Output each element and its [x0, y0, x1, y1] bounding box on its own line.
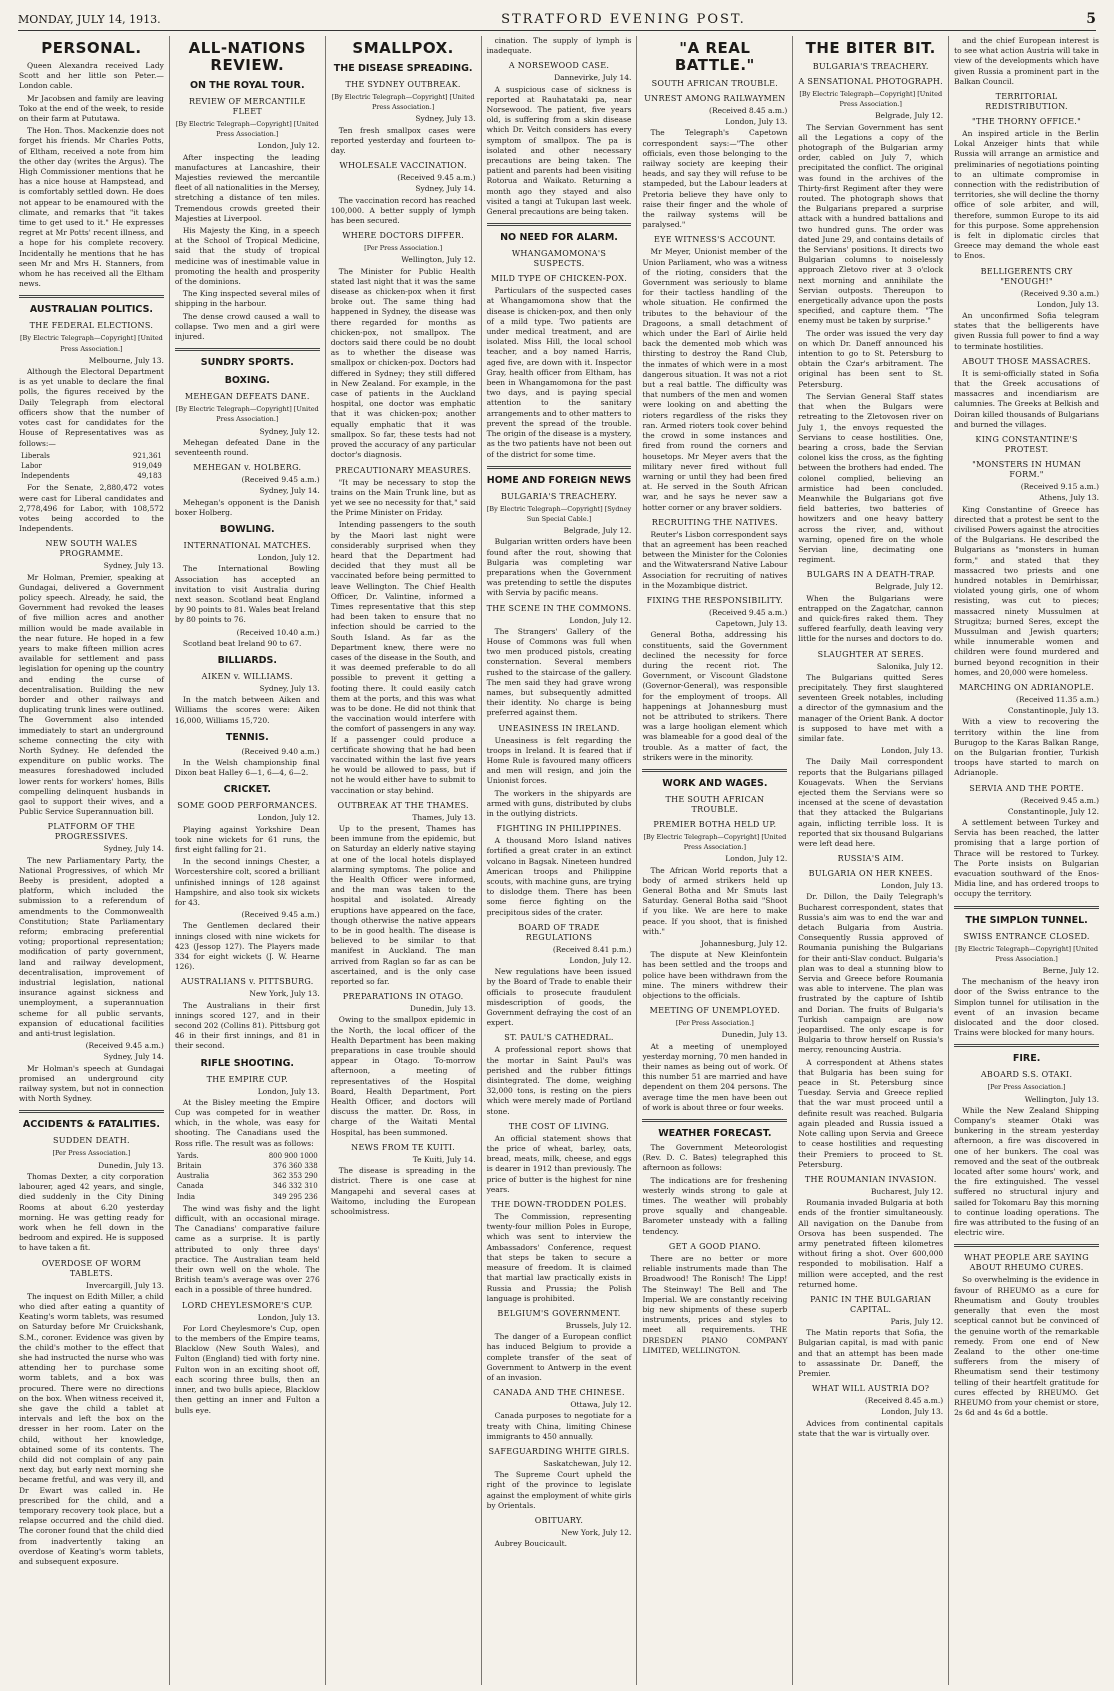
dateline: Te Kuiti, July 14. — [412, 1154, 476, 1164]
credit-line: [By Electric Telegraph—Copyright] [United Press Association.] — [799, 90, 943, 109]
paragraph: New regulations have been issued by the Board of Trade to enable their officials to prosecute fraudulent misdescription of goods, the Government defraying the cost of an expert. — [486, 967, 632, 1028]
paragraph: Up to the present, Thames has been immune from the epidemic, but on Saturday an elderly native staying at one of the local hotels displayed alarming symptoms. The police and the Health Officer were informed, and the man was taken to the hospital and isolated. Already eruptions have appeared on the face, though otherwise the native appears to be in good health. The disease is believed to be similar to that manifest in Auckland. The man arrived from Raglan so far as can be ascertained, and is the only case reported so far. — [330, 824, 476, 987]
dateline: London, July 13. — [725, 117, 788, 127]
table-cell: Independents — [21, 472, 70, 481]
article-subheading: A SENSATIONAL PHOTOGRAPH. — [798, 77, 943, 86]
dateline: Melbourne, July 13. — [88, 355, 164, 365]
paragraph: In the match between Aiken and Williams the scores were: Aiken 16,000, Williams 15,720. — [174, 695, 320, 725]
paragraph: There are no better or more reliable instruments made than The Broadwood! The Ronisch! The Lipp! The Steinway! The Bell and The Imperial. We are constantly receiving big new shipments of these superb instruments, prices and styles to meet all requirements. THE DRESDEN PIANO COMPANY LIMITED, WELLINGTON. — [642, 1253, 788, 1355]
article-subheading: ST. PAUL'S CATHEDRAL. — [504, 1033, 614, 1043]
dateline: London, July 12. — [569, 615, 632, 625]
dateline: London, July 12. — [569, 956, 632, 966]
article-subheading: PANIC IN THE BULGARIAN CAPITAL. — [810, 1294, 932, 1314]
article-subheading: OVERDOSE OF WORM TABLETS. — [41, 1258, 142, 1278]
section-heading: SMALLPOX. — [352, 39, 454, 57]
article-subheading: FIGHTING IN PHILIPPINES. — [496, 824, 622, 834]
paragraph: "It may be necessary to stop the trains on the Main Trunk line, but as yet we see no necessity for that," said the Prime Minister on Friday. — [330, 477, 476, 518]
column-1 — [14, 36, 170, 1685]
paragraph: An unconfirmed Sofia telegram states that the belligerents have given Russia full power to find a way to terminate hostilities. — [954, 311, 1100, 351]
paragraph: Although the Electoral Department is as yet unable to declare the final polls, the figures received by the Daily Telegraph from electoral officers show that the number of votes cast for candidates for the House of Representatives was as follows:— — [19, 367, 164, 448]
table-cell: 376 360 338 — [273, 1162, 318, 1171]
article-subheading: THE EMPIRE CUP. — [206, 1074, 288, 1084]
page-number: 5 — [1086, 11, 1096, 27]
paragraph: In the Welsh championship final Dixon beat Halley 6—1, 6—4, 6—2. — [174, 757, 320, 778]
article-subheading: "THE THORNY OFFICE." — [972, 117, 1082, 127]
table-row — [175, 1171, 320, 1181]
paragraph: King Constantine of Greece has directed that a protest be sent to the civilised Powers against the atrocities of the Bulgarians. He described the Bulgarians as "monsters in human form," and stated that they massacred two priests and one hundred notables in Demirhissar, violated young girls, one of whom resisting, was cut to pieces; massacred ninety Mussulmen at Strugitza; burned Seres, except the Mussulman and Jewish quarters; while innumerable women and children were found murdered and burned beyond recognition in their homes, and 20,000 were homeless. — [954, 504, 1100, 677]
article-heading: SUNDRY SPORTS. — [200, 357, 294, 369]
article-subheading: PLATFORM OF THE PROGRESSIVES. — [47, 822, 136, 842]
dateline: (Received 8.45 a.m.) — [709, 106, 788, 115]
paragraph: Bulgarian written orders have been found after the rout, showing that Bulgaria was completing war preparations when the Government was pretending to settle the disputes with Servia by pacific means. — [486, 537, 632, 598]
paragraph: The Hon. Thos. Mackenzie does not forget his friends. Mr Charles Potts, of Eltham, received a note from him the other day (writes the Argus). The High Commissioner mentions that he has a nice house at Hampstead, and is comfortably settled down. He does not appear to be enamoured with the climate, and remarks that "it takes time to get used to it." He expresses regret at Mr Potts' recent illness, and a hope for his complete recovery. Incidentally he mentions that he has seen Mr and Mrs H. Stanners, from whom he has received all the Eltham news. — [19, 126, 164, 289]
article-subheading: RUSSIA'S AIM. — [837, 854, 904, 864]
dateline: London, July 13. — [881, 746, 944, 756]
paragraph: Playing against Yorkshire Dean took nine wickets for 61 runs, the first eight falling for 21. — [174, 824, 320, 854]
paragraph: Queen Alexandra received Lady Scott and her little son Peter.—London cable. — [19, 61, 164, 91]
paragraph: A thousand Moro Island natives fortified a great crater in an extinct volcano in Bagsak. Nineteen hundred American troops and Philippine scouts, with machine guns, are trying to dislodge them. There has been some fierce fighting on the precipitous sides of the crater. — [486, 836, 632, 917]
dateline: London, July 12. — [725, 854, 788, 864]
paragraph: The vaccination record has reached 100,000. A better supply of lymph has been secured. — [330, 195, 476, 226]
paragraph: Mr Holman's speech at Gundagai promised an underground city railway system, but not in connection with North Sydney. — [19, 1063, 164, 1104]
paragraph: A settlement between Turkey and Servia has been reached, the latter promising that a large portion of Thrace will be restored to Turkey. The Porte insists on Bulgarian evacuation southward of the Enos-Midia line, and has ordered troops to occupy the territory. — [954, 817, 1100, 899]
article-subheading: BULGARS IN A DEATH-TRAP. — [806, 570, 935, 580]
dateline: Salonika, July 12. — [876, 661, 944, 671]
article-subheading: WHANGAMOMONA'S SUSPECTS. — [511, 249, 607, 269]
dateline: London, July 13. — [1036, 299, 1100, 309]
article-heading: BILLIARDS. — [217, 654, 277, 666]
article-subheading: AIKEN v. WILLIAMS. — [201, 671, 293, 681]
article-subheading: KING CONSTANTINE'S PROTEST. — [975, 435, 1078, 455]
article-subheading: TERRITORIAL REDISTRIBUTION. — [985, 92, 1068, 112]
article-subheading: EYE WITNESS'S ACCOUNT. — [654, 235, 776, 245]
paragraph: Reuter's Lisbon correspondent says that an agreement has been reached between the Minister for the Colonies and the Witwatersrand Native Labour Association for recruiting of natives in the Mozambique district. — [642, 529, 788, 590]
dateline: Sydney, July 14. — [415, 184, 476, 194]
results-table — [175, 1151, 320, 1202]
paragraph: For the Senate, 2,880,472 votes were cast for Liberal candidates and 2,778,496 for Labor, with 108,572 votes being accorded to the Independents. — [19, 483, 164, 534]
credit-line: [By Electric Telegraph—Copyright] [United Press Association.] — [955, 944, 1098, 963]
article-subheading: THE SOUTH AFRICAN TROUBLE. — [665, 794, 765, 814]
paragraph: A professional report shows that the mortar in Saint Paul's was perished and the rubber fittings disintegrated. The dome, weighing 32,000 tons, is resting on the piers which were merely made of Portland stone. — [486, 1045, 632, 1116]
paragraph: The King inspected several miles of shipping in the harbour. — [174, 289, 320, 309]
credit-line: [By Electric Telegraph—Copyright] [United Press Association.] — [643, 832, 787, 852]
paragraph: The Bulgarians quitted Seres precipitately. They first slaughtered seventeen Greek notables, including a director of the gymnasium and the manager of the Orient Bank. A doctor is supposed to have met with a similar fate. — [798, 672, 944, 743]
article-subheading: THE SCENE IN THE COMMONS. — [486, 603, 632, 613]
paragraph: The workers in the shipyards are armed with guns, distributed by clubs in the outlying districts. — [486, 788, 632, 818]
paragraph: At a meeting of unemployed yesterday morning, 70 men handed in their names as being out of work. Of this number 51 are married and have dependent on them 204 persons. The average time the men have been out of work is about three or four weeks. — [642, 1041, 788, 1112]
dateline: (Received 9.30 a.m.) — [1020, 288, 1100, 298]
article-subheading: PREMIER BOTHA HELD UP. — [653, 819, 777, 829]
article-subheading: WHERE DOCTORS DIFFER. — [342, 231, 465, 241]
paragraph: When the Bulgarians were entrapped on the Zagatchar, cannon and quick-fires raked them. They suffered fearfully, death leaving very little for the nurses and doctors to do. — [798, 593, 944, 644]
dateline: Sydney, July 13. — [259, 683, 320, 693]
dateline: Constantinople, July 13. — [1007, 706, 1100, 716]
paragraph: Mehegan's opponent is the Danish boxer Holberg. — [174, 497, 320, 517]
article-heading: BOXING. — [224, 375, 270, 387]
article-heading: ON THE ROYAL TOUR. — [189, 80, 305, 91]
article-subheading: MEETING OF UNEMPLOYED. — [649, 1006, 781, 1016]
dateline: (Received 8.41 p.m.) — [552, 944, 632, 954]
table-cell: 49,183 — [137, 472, 162, 481]
article-subheading: BULGARIA ON HER KNEES. — [808, 869, 933, 879]
article-subheading: WHAT PEOPLE ARE SAYING ABOUT RHEUMO CURES. — [964, 1253, 1089, 1273]
dateline: Dunedin, July 13. — [98, 1160, 164, 1170]
dateline: Wellington, July 13. — [1024, 1094, 1100, 1104]
paragraph: So overwhelming is the evidence in favour of RHEUMO as a cure for Rheumatism and Gouty troubles generally that even the most sceptical cannot but be convinced of the genuine worth of the remarkable remedy. From one end of New Zealand to the other one-time sufferers from the misery of Rheumatism send their testimony telling of their heartfelt gratitude for cures effected by RHEUMO. Get RHEUMO from your chemist or store, 2s 6d and 4s 6d a bottle. — [954, 1275, 1100, 1418]
divider — [175, 348, 320, 351]
dateline: Bucharest, July 12. — [870, 1186, 944, 1196]
dateline: Capetown, July 13. — [715, 619, 788, 629]
dateline: Sydney, July 13. — [103, 561, 164, 571]
table-cell: 346 332 310 — [273, 1182, 318, 1191]
dateline: Ottawa, July 12. — [570, 1400, 632, 1410]
results-table — [19, 451, 164, 482]
paragraph: The International Bowling Association has accepted an invitation to visit Australia during next season. Scotland beat England by 90 points to 81. Wales beat Ireland by 80 points to 76. — [174, 564, 320, 625]
table-cell: 921,361 — [132, 451, 162, 460]
article-subheading: SUDDEN DEATH. — [53, 1136, 130, 1146]
dateline: Invercargill, July 13. — [85, 1280, 164, 1290]
dateline: (Received 9.45 a.m.) — [1020, 795, 1100, 805]
credit-line: [By Electric Telegraph—Copyright] [United Press Association.] — [175, 405, 319, 424]
article-subheading: GET A GOOD PIANO. — [668, 1241, 761, 1251]
paragraph: A suspicious case of sickness is reported at Rauhatataki pa, near Norsewood. The patient, five years old, is suffering from a skin disease which Dr. Veitch considers has every symptom of smallpox. The pa is isolated and other necessary precautions are being taken. The patient and parents had been visiting Rotorua and Waikato. Returning a month ago they stayed and also visited a tangi at Tukupan last week. General precautions are being taken. — [486, 84, 632, 217]
table-cell: Australia — [176, 1172, 209, 1181]
table-row — [175, 1181, 320, 1191]
paragraph: While the New Zealand Shipping Company's steamer Otaki was bunkering in the stream yesterday afternoon, a fire was discovered in one of her bunkers. The coal was removed and the seat of the outbreak located after some hours' work, and the fire extinguished. The vessel suffered no structural injury and sailed for Tokomaru Bay this morning to continue loading operations. The fire was attributed to the fusing of an electric wire. — [954, 1105, 1100, 1238]
article-subheading: BOARD OF TRADE REGULATIONS — [518, 922, 600, 942]
table-cell: 919,049 — [132, 461, 162, 470]
column-5 — [637, 36, 793, 1685]
paragraph: Intending passengers to the south by the Maori last night were considerably surprised when they heard that the Department had decided that they must all be vaccinated before being permitted to leave Wellington. The Chief Health Officer, Dr. Valintine, informed a Times representative that this step had been taken to ensure that no infection should be carried to the South Island. As far as the Department knew, there were no cases of the disease in the South, and it was deemed preferable to do all possible to prevent it getting a footing there. It could easily catch them at the ports, and this was what was to be done. He did not think that the vaccination would interfere with the comfort of passengers in any way. If a passenger could produce a certificate showing that he had been vaccinated within the last five years he would be allowed to pass, but if not he would either have to submit to vaccination or stay behind. — [330, 520, 476, 795]
column-2 — [170, 36, 326, 1685]
article-subheading: MEHEGAN DEFEATS DANE. — [184, 392, 310, 402]
paragraph: The Gentlemen declared their innings closed with nine wickets for 423 (Jessop 127). The Players made 334 for eight wickets (J. W. Hearne 126). — [174, 921, 320, 972]
divider — [954, 1244, 1099, 1247]
table-cell: 800 900 1000 — [268, 1151, 318, 1160]
article-subheading: MARCHING ON ADRIANOPLE. — [959, 682, 1095, 692]
table-cell: India — [176, 1192, 196, 1201]
paragraph: His Majesty the King, in a speech at the School of Tropical Medicine, said that the study of tropical medicine was of inestimable value in promoting the health and prosperity of the dominions. — [174, 226, 320, 287]
paragraph: For Lord Cheylesmore's Cup, open to the members of the Empire teams, Blacklow (New South Wales), and Fulton (England) tied with forty nine. Fulton won in an exciting shoot off, each scoring three bulls, then an inner, and two bulls apiece, Blacklow then getting an inner and Fulton a bulls eye. — [174, 1323, 320, 1415]
article-subheading: SERVIA AND THE PORTE. — [969, 783, 1084, 793]
dateline: Wellington, July 12. — [401, 255, 476, 265]
dateline: (Received 9.45 a.m.) — [709, 607, 788, 617]
paragraph: The Daily Mail correspondent reports that the Bulgarians pillaged Kouagevats. When the Servians ejected them the Servians were so incensed at the scene of devastation that they attacked the Bulgarians again, inflicting terrible loss. It is reported that six thousand Bulgarians were left dead here. — [798, 757, 944, 849]
table-cell: Britain — [176, 1162, 202, 1171]
paragraph: The Government Meteorologist (Rev. D. C. Bates) telegraphed this afternoon as follows: — [642, 1143, 788, 1173]
credit-line: [Per Press Association.] — [364, 244, 443, 253]
dateline: Dunedin, July 13. — [721, 1030, 788, 1040]
article-subheading: SOME GOOD PERFORMANCES. — [177, 801, 318, 811]
table-row — [19, 471, 164, 481]
column-7 — [949, 36, 1104, 1685]
section-heading: ALL-NATIONS REVIEW. — [188, 39, 306, 74]
article-subheading: OBITUARY. — [534, 1515, 584, 1525]
dateline: (Received 8.45 a.m.) — [864, 1396, 944, 1406]
table-cell: 362 353 290 — [273, 1172, 318, 1181]
divider — [954, 1044, 1099, 1047]
dateline: Dannevirke, July 14. — [554, 73, 632, 83]
article-heading: CRICKET. — [223, 784, 271, 796]
dateline: London, July 12. — [257, 553, 320, 563]
column-6 — [793, 36, 949, 1685]
dateline: (Received 9.40 a.m.) — [241, 746, 320, 756]
paragraph: An official statement shows that the price of wheat, barley, oats, bread, meats, milk, cheese, and eggs is dearer in 1912 than previously. The price of butter is the highest for nine years. — [486, 1133, 632, 1194]
table-row — [175, 1151, 320, 1161]
article-heading: FIRE. — [1012, 1053, 1041, 1065]
paragraph: Canada purposes to negotiate for a treaty with China, limiting Chinese immigrants to 450 annually. — [486, 1411, 632, 1441]
dateline: London, July 12. — [257, 813, 320, 823]
dateline: London, July 13. — [257, 1312, 320, 1322]
dateline: New York, July 12. — [561, 1527, 632, 1537]
paragraph: The inquest on Edith Miller, a child who died after eating a quantity of Keating's worm tablets, was resumed on Saturday before Mr Cruickshank, S.M., coroner. Evidence was given by the child's mother to the effect that she had instructed the nurse who was attending her to purchase some worm tablets, and a box was procured. There were no directions on the box. When witness received it, she gave the child a tablet at intervals and left the box on the dresser in her room. Later on the child, without her knowledge, obtained some of its contents. The child did not complain of any pain next day, but early next morning she became fretful, and was very ill, and Dr Ewart was called in. He prescribed for the child, and a temporary recovery took place, but a relapse occurred and the child died. The coroner found that the child died from inadvertently taking an overdose of Keating's worm tablets, and subsequent exposure. — [19, 1291, 164, 1566]
table-cell: Canada — [176, 1182, 204, 1191]
paragraph: Roumania invaded Bulgaria at both ends of the frontier simultaneously. All navigation on the Danube from Orsova has been suspended. The army penetrated fifteen kilometres without firing a shot. Over 600,000 responded to mobilisation. Half a million were accepted, and the rest returned home. — [798, 1198, 944, 1289]
article-subheading: ABOUT THOSE MASSACRES. — [962, 356, 1091, 366]
column-container — [14, 36, 1104, 1685]
dateline: Belgrade, July 12. — [563, 526, 632, 536]
table-row — [175, 1192, 320, 1202]
paragraph: The order was issued the very day on which Dr. Daneff announced his intention to go to St. Petersburg to obtain the Czar's arbitrament. The original has been sent to St. Petersburg. — [798, 328, 944, 389]
dateline: (Received 10.40 a.m.) — [236, 627, 320, 637]
paragraph: The dense crowd caused a wall to collapse. Two men and a girl were injured. — [174, 311, 320, 342]
section-heading: PERSONAL. — [41, 39, 142, 57]
article-heading: THE SIMPLON TUNNEL. — [965, 914, 1088, 926]
divider — [642, 1119, 787, 1122]
dateline: Constantinople, July 12. — [1007, 806, 1100, 816]
article-subheading: THE FEDERAL ELECTIONS. — [29, 321, 154, 331]
article-subheading: REVIEW OF MERCANTILE FLEET — [188, 97, 306, 116]
credit-line: [Per Press Association.] — [675, 1019, 754, 1028]
article-heading: ACCIDENTS & FATALITIES. — [22, 1119, 160, 1131]
divider — [642, 769, 787, 772]
paragraph: The Commission, representing twenty-four million Poles in Europe, which was sent to interview the Ambassadors' Conference, request that steps be taken to secure a measure of freedom. It is claimed that martial law practically exists in Russia and Prussia; the Polish language is prohibited. — [486, 1212, 632, 1303]
column-3 — [326, 36, 482, 1685]
article-subheading: MILD TYPE OF CHICKEN-POX. — [490, 274, 628, 284]
paragraph: and the chief European interest is to see what action Austria will take in view of the developments which have given Russia a prominent part in the Balkan Council. — [954, 36, 1100, 86]
article-subheading: SLAUGHTER AT SERES. — [817, 649, 924, 659]
paragraph: Mr Meyer, Unionist member of the Union Parliament, who was a witness of the rioting, considers that the Government was seriously to blame for their tactless handling of the whole situation. He confirmed the tributes to the behaviour of the Dragoons, a small detachment of which under the Earl of Airlie held back the demented mob which was thirsting to destroy the Rand Club, the inmates of which were in a most dangerous situation. It was not a riot but a real battle. The difficulty was that numbers of the men and women were looking on and abetting the rioters regardless of the risks they ran. Armed rioters took cover behind the crowd in some instances and fired from round the corners and housetops. Mr Meyer avers that the military never fired without full warning or until they had been fired at. He served in the South African war, and he says he never saw a hotter corner or any braver soldiers. — [642, 247, 788, 512]
article-heading: WEATHER FORECAST. — [658, 1128, 772, 1140]
dateline: Saskatchewan, July 12. — [543, 1458, 632, 1468]
dateline: (Received 9.45 a.m.) — [241, 910, 320, 920]
issue-date: MONDAY, JULY 14, 1913. — [18, 12, 161, 26]
credit-line: [Per Press Association.] — [52, 1149, 131, 1158]
paragraph: The Minister for Public Health stated last night that it was the same disease as chicken-pox when it first broke out. The same thing had happened in Sydney, the disease was there regarded for months as chicken-pox, not smallpox. The doctors said there could be no doubt as to whether the disease was smallpox or chicken-pox. Doctors had differed in Sydney; they still differed in New Zealand. For example, in the case of patients in the Auckland hospital, one doctor was emphatic that it was chicken-pox; another equally emphatic that it was smallpox. So far, these tests had not proved the accuracy of any particular doctor's diagnosis. — [330, 266, 476, 460]
credit-line: [By Electric Telegraph—Copyright] [Sydney Sun Special Cable.] — [486, 504, 632, 523]
dateline: (Received 9.45 a.m.) — [241, 475, 320, 485]
masthead — [18, 8, 1096, 31]
paragraph: The Servian General Staff states that when the Bulgars were retreating to the Zletovosen river on July 1, the envoys requested the Servians to cease hostilities. One, bearing a cross, bade the Servian colonel kiss the cross, as the fighting between the brothers had ended. The colonel complied, believing an armistice had been concluded. Meanwhile the Bulgarians got five field batteries, two batteries of howitzers and one heavy battery across the river, and, without warning, opened fire on the whole Servian line, decimating one regiment. — [798, 391, 944, 565]
dateline: London, July 13. — [881, 1407, 944, 1417]
article-subheading: SOUTH AFRICAN TROUBLE. — [651, 79, 779, 88]
paragraph: Mehegan defeated Dane in the seventeenth round. — [174, 437, 320, 458]
divider — [19, 1110, 164, 1113]
table-cell: Yards. — [176, 1151, 199, 1160]
dateline: Athens, July 13. — [1039, 493, 1100, 503]
divider — [487, 223, 632, 226]
article-subheading: BULGARIA'S TREACHERY. — [812, 62, 929, 71]
paragraph: Owing to the smallpox epidemic in the North, the local officer of the Health Department has been making preparations in case trouble should appear in Otago. To-morrow afternoon, a meeting of representatives of the Hospital Board, Health Department, Port Health Officer, and doctors will discuss the matter. Dr. Ross, in charge of the Waitati Mental Hospital, has been summoned. — [330, 1015, 476, 1137]
paragraph: The African World reports that a body of armed strikers held up General Botha and Mr Smuts last Saturday. General Botha said "Shoot if you like. We are here to make peace. If you shoot, that is finished with." — [642, 865, 788, 936]
paragraph: The Australians in their first innings scored 127, and in their second 202 (Collins 81). Pittsburg got 46 in their first innings, and 81 in their second. — [174, 1000, 320, 1051]
article-subheading: SWISS ENTRANCE CLOSED. — [963, 931, 1090, 941]
paragraph: Aubrey Boucicault. — [494, 1539, 568, 1549]
article-subheading: INTERNATIONAL MATCHES. — [183, 541, 312, 551]
article-heading: HOME AND FOREIGN NEWS — [486, 474, 632, 486]
dateline: (Received 9.45 a.m.) — [397, 173, 476, 183]
paragraph: In the second innings Chester, a Worcestershire colt, scored a brilliant unfinished innings of 128 against Hampshire, and also took six wickets for 43. — [174, 857, 320, 907]
table-row — [19, 451, 164, 461]
article-subheading: NEW SOUTH WALES PROGRAMME. — [45, 539, 138, 559]
article-subheading: LORD CHEYLESMORE'S CUP. — [181, 1300, 313, 1310]
article-subheading: THE SYDNEY OUTBREAK. — [345, 80, 461, 89]
paragraph: The danger of a European conflict has induced Belgium to provide a complete transfer of the seat of Government to Antwerp in the event of an invasion. — [486, 1332, 632, 1382]
table-cell: 349 295 236 — [273, 1192, 318, 1201]
article-subheading: BELLIGERENTS CRY "ENOUGH!" — [980, 266, 1073, 286]
paragraph: With a view to recovering the territory within the line from Burugop to the Karas Balkan Range, on the Bulgarian frontier, Turkish troops have started to march on Adrianople. — [954, 717, 1100, 778]
section-heading: "A REAL BATTLE." — [674, 39, 755, 74]
paragraph: The dispute at New Kleinfontein has been settled and the troops and police have been withdrawn from the mine. The miners withdrew their objections to the officials. — [642, 950, 788, 1001]
dateline: London, July 13. — [257, 1086, 320, 1096]
article-heading: BOWLING. — [219, 524, 275, 536]
dateline: Sydney, July 13. — [415, 114, 476, 124]
dateline: Paris, July 12. — [890, 1316, 944, 1326]
paragraph: Advices from continental capitals state that the war is virtually over. — [798, 1418, 944, 1438]
paragraph: The indications are for freshening westerly winds strong to gale at times. The weather will probably prove squally and changeable. Barometer unsteady with a falling tendency. — [642, 1175, 788, 1236]
article-subheading: NEWS FROM TE KUITI. — [351, 1142, 456, 1152]
divider — [954, 906, 1099, 909]
credit-line: [By Electric Telegraph—Copyright] [United Press Association.] — [331, 93, 475, 112]
paragraph: At the Bisley meeting the Empire Cup was competed for in weather which, in the whole, was easy for shooting. The Canadians used the Ross rifle. The result was as follows: — [174, 1097, 320, 1148]
article-heading: TENNIS. — [225, 731, 269, 743]
dateline: Johannesburg, July 12. — [700, 939, 788, 949]
article-heading: RIFLE SHOOTING. — [200, 1057, 295, 1069]
dateline: Sydney, July 12. — [259, 426, 320, 436]
paragraph: The Matin reports that Sofia, the Bulgarian capital, is mad with panic and that an attempt has been made to assassinate Dr. Daneff, the Premier. — [798, 1328, 944, 1378]
dateline: (Received 11.35 a.m.) — [1015, 694, 1100, 704]
paragraph: After inspecting the leading manufactures at Lancashire, their Majesties reviewed the mercantile fleet of all nationalities in the Mersey, stretching a distance of ten miles. Tremendous crowds greeted their Majesties at Liverpool. — [174, 152, 320, 223]
paragraph: The Telegraph's Capetown correspondent says:—"The other officials, even those belonging to the railway society are keeping their heads, and say they will refuse to be stampeded, but the Labour leaders at Pretoria believe they have only to raise their finger and the whole of the railway systems will be paralysed." — [642, 128, 788, 230]
paragraph: The wind was fishy and the light difficult, with an occasional mirage. The Canadians' comparative failure came as a surprise. It is partly attributed to only three days' practice. The Australian team held their own well on the whole. The British team's average was over 276 each in a possible of three hundred. — [174, 1203, 320, 1295]
article-subheading: PREPARATIONS IN OTAGO. — [342, 992, 464, 1002]
paragraph: Uneasiness is felt regarding the troops in Ireland. It is feared that if Home Rule is favoured many officers and men will resign, and join the Unionist forces. — [486, 735, 632, 786]
article-subheading: THE DOWN-TRODDEN POLES. — [491, 1200, 627, 1210]
dateline: Sydney, July 14. — [103, 844, 164, 854]
paragraph: General Botha, addressing his constituents, said the Government declined the necessity for force during the recent riot. The Government, or Viscount Gladstone (Governor-General), was responsible for the employment of troops. All happenings at Johannesburg must not be attributed to strikers. There was a large hooligan element which was blameable for a good deal of the trouble. As a matter of fact, the strikers were in the minority. — [642, 630, 788, 762]
newspaper-title: STRATFORD EVENING POST. — [501, 11, 746, 27]
article-subheading: A NORSEWOOD CASE. — [508, 61, 610, 71]
paragraph: The mechanism of the heavy iron door of the Swiss entrance to the Simplon tunnel for utilisation in the event of an invasion became dislocated and the door closed. Trains were blocked for many hours. — [954, 977, 1100, 1038]
article-subheading: SAFEGUARDING WHITE GIRLS. — [488, 1446, 630, 1456]
article-subheading: BULGARIA'S TREACHERY. — [500, 491, 618, 501]
table-row — [19, 461, 164, 471]
paragraph: Thomas Dexter, a city corporation labourer, aged 42 years, and single, died suddenly in the City Dining Rooms at about 6.20 yesterday morning. He was getting ready for work when he fell down in the bedroom and expired. He is supposed to have taken a fit. — [19, 1171, 164, 1253]
article-subheading: PRECAUTIONARY MEASURES. — [335, 465, 472, 475]
article-subheading: RECRUITING THE NATIVES. — [651, 517, 778, 527]
dateline: Sydney, July 14. — [103, 1052, 164, 1062]
dateline: Belgrade, July 12. — [875, 582, 944, 592]
article-heading: AUSTRALIAN POLITICS. — [29, 304, 154, 316]
dateline: Dunedin, July 13. — [409, 1004, 476, 1014]
article-subheading: THE COST OF LIVING. — [508, 1121, 610, 1131]
paragraph: The Servian Government has sent all the Legations a copy of the photograph of the Bulgarian army order, cabled on July 7, which precipitated the conflict. The original was found in the archives of the Thirty-first Regiment after they were routed. The photograph shows that the Bulgarians prepared a surprise attack with a hundred battalions and two hundred guns. The order was dated June 29, and contains details of the Servians' positions. It directs two Bulgarian columns to noiselessly approach Zletovo river at 3 o'clock next morning and annihilate the Servian outposts. Thereupon to energetically advance upon the posts specified, and capture them. "The enemy must be taken by surprise." — [798, 122, 944, 326]
article-subheading: WHOLESALE VACCINATION. — [339, 161, 467, 171]
paragraph: Particulars of the suspected cases at Whangamomona show that the disease is chicken-pox, and then only of a mild type. Two patients are under medical treatment, and are isolated. Miss Hill, the local school teacher, and a boy named Harris, aged five, are down with it. Inspector Gray, health officer from Eltham, has been in Whangamomona for the past two days, and is paying special attention to the sanitary arrangements and to other matters to prevent the spread of the trouble. The origin of the disease is a mystery, as the two patients have not been out of the district for some time. — [486, 286, 632, 459]
paragraph: Ten fresh smallpox cases were reported yesterday and fourteen to-day. — [330, 125, 476, 156]
table-row — [175, 1161, 320, 1171]
dateline: (Received 9.15 a.m.) — [1020, 482, 1100, 492]
article-subheading: "MONSTERS IN HUMAN FORM." — [972, 460, 1082, 480]
article-subheading: AUSTRALIANS v. PITTSBURG. — [180, 977, 314, 987]
paragraph: The new Parliamentary Party, the National Progressives, of which Mr Beeby is president, adopted a platform, which included the submission to a referendum of amendments to the Commonwealth Constitution; State Parliamentary reform; embracing preferential voting; proportional representation; modification of party government, land and railway development, decentralisation, improvement of industrial legislation, national insurance against sickness and unemployment, a superannuation scheme for all public servants, expansion of educational facilities and anti-trust legislation. — [19, 855, 164, 1039]
article-heading: NO NEED FOR ALARM. — [500, 232, 618, 244]
dateline: (Received 9.45 a.m.) — [85, 1041, 164, 1051]
dateline: New York, July 13. — [249, 989, 320, 999]
divider — [487, 466, 632, 469]
section-heading: THE BITER BIT. — [805, 39, 936, 57]
paragraph: An inspired article in the Berlin Lokal Anzeiger hints that while Russia will arrange an armistice and preliminaries of negotiations pointing to an ultimate compromise in connection with the redistribution of territories, she will decline the thorny office of sole arbiter, and will, therefore, summon Europe to its aid for this purpose. Some apprehension is felt in diplomatic circles that Greece may demand the whole east to Enos. — [954, 129, 1100, 261]
dateline: Belgrade, July 12. — [875, 111, 944, 121]
article-subheading: CANADA AND THE CHINESE. — [493, 1388, 625, 1398]
paragraph: A correspondent at Athens states that Bulgaria has been suing for peace in St. Petersburg since Tuesday. Servia and Greece replied that the war must proceed until a definite result was reached. Bulgaria again pleaded and Russia issued a Note calling upon Servia and Greece to cease hostilities and requesting their Premiers to proceed to St. Petersburg. — [798, 1057, 944, 1169]
dateline: Brussels, July 12. — [565, 1320, 632, 1330]
paragraph: The Strangers' Gallery of the House of Commons was full when two men produced pistols, creating consternation. Several members rushed to the staircase of the gallery. The men said they had grave wrong names, but subsequently admitted their identity. No charge is being preferred against them. — [486, 626, 632, 718]
article-subheading: UNREST AMONG RAILWAYMEN — [644, 94, 786, 103]
paragraph: Mr Holman, Premier, speaking at Gundagai, delivered a Government policy speech. Already, he said, the Government had revoked the leases of five million acres and another million would be made available in the near future. He hoped in a few years to make fifteen million acres available for settlement and pass legislation for opening up the country and ending the curse of decentralisation. Building the new border and other railways and duplicating trunk lines were outlined. The Government also intended immediately to start an underground scheme connecting the city with North Sydney. He defended the expenditure on public works. The measures foreshadowed included lower rents for workers' homes, Bills compelling delinquent husbands in gaol to support their wives, and a Public Service Superannuation bill. — [19, 572, 164, 817]
dateline: Berne, July 12. — [1042, 966, 1100, 976]
paragraph: It is semi-officially stated in Sofia that the Greek accusations of massacres and incendiarism are calumnies. The Greeks at Belkish and Doiran killed thousands of Bulgarians and burned the villages. — [954, 368, 1100, 429]
table-cell: Labor — [21, 461, 42, 470]
divider — [19, 295, 164, 298]
paragraph: Mr Jacobsen and family are leaving Toko at the end of the week, to reside on their farm at Pututawa. — [19, 93, 164, 124]
article-heading: THE DISEASE SPREADING. — [333, 63, 473, 74]
article-subheading: UNEASINESS IN IRELAND. — [498, 723, 620, 733]
credit-line: [Per Press Association.] — [987, 1083, 1066, 1092]
dateline: Thames, July 13. — [412, 812, 476, 822]
article-subheading: MEHEGAN v. HOLBERG. — [193, 463, 302, 473]
dateline: London, July 13. — [881, 881, 944, 891]
credit-line: [By Electric Telegraph—Copyright] [United Press Association.] — [20, 334, 163, 353]
paragraph: Dr. Dillon, the Daily Telegraph's Bucharest correspondent, states that Russia's aim was to end the war and detach Bulgaria from Austria. Consequently Russia approved of Roumania punishing the Bulgarians for their anti-Slav conduct. Bulgaria's plan was to deal a stunning blow to Servia and Greece before Roumania was able to intervene. The plan was frustrated by the capture of Ishtib and Dorian. The fruits of Bulgaria's Turkish campaign are now jeopardised. The only escape is for Bulgaria to throw herself on Russia's mercy, renouncing Austria. — [798, 892, 944, 1055]
article-subheading: FIXING THE RESPONSIBILITY. — [646, 595, 784, 605]
article-subheading: WHAT WILL AUSTRIA DO? — [812, 1384, 930, 1394]
article-heading: WORK AND WAGES. — [662, 777, 768, 789]
dateline: London, July 12. — [257, 141, 320, 151]
paragraph: The Supreme Court upheld the right of the province to legislate against the employment of white girls by Orientals. — [486, 1470, 632, 1510]
article-subheading: THE ROUMANIAN INVASION. — [804, 1174, 937, 1184]
column-4 — [482, 36, 638, 1685]
credit-line: [By Electric Telegraph—Copyright] [United Press Association.] — [175, 120, 319, 139]
article-subheading: BELGIUM'S GOVERNMENT. — [497, 1308, 621, 1318]
table-cell: Liberals — [21, 451, 50, 460]
article-subheading: ABOARD S.S. OTAKI. — [980, 1070, 1073, 1080]
paragraph: cination. The supply of lymph is inadequate. — [486, 36, 632, 56]
paragraph: The disease is spreading in the district. There is one case at Mangapehi and several cases at Waitomo, including the European schoolmistress. — [330, 1166, 476, 1216]
dateline: Sydney, July 14. — [259, 486, 320, 496]
paragraph: Scotland beat Ireland 90 to 67. — [182, 638, 302, 648]
article-subheading: OUTBREAK AT THE THAMES. — [337, 800, 469, 810]
